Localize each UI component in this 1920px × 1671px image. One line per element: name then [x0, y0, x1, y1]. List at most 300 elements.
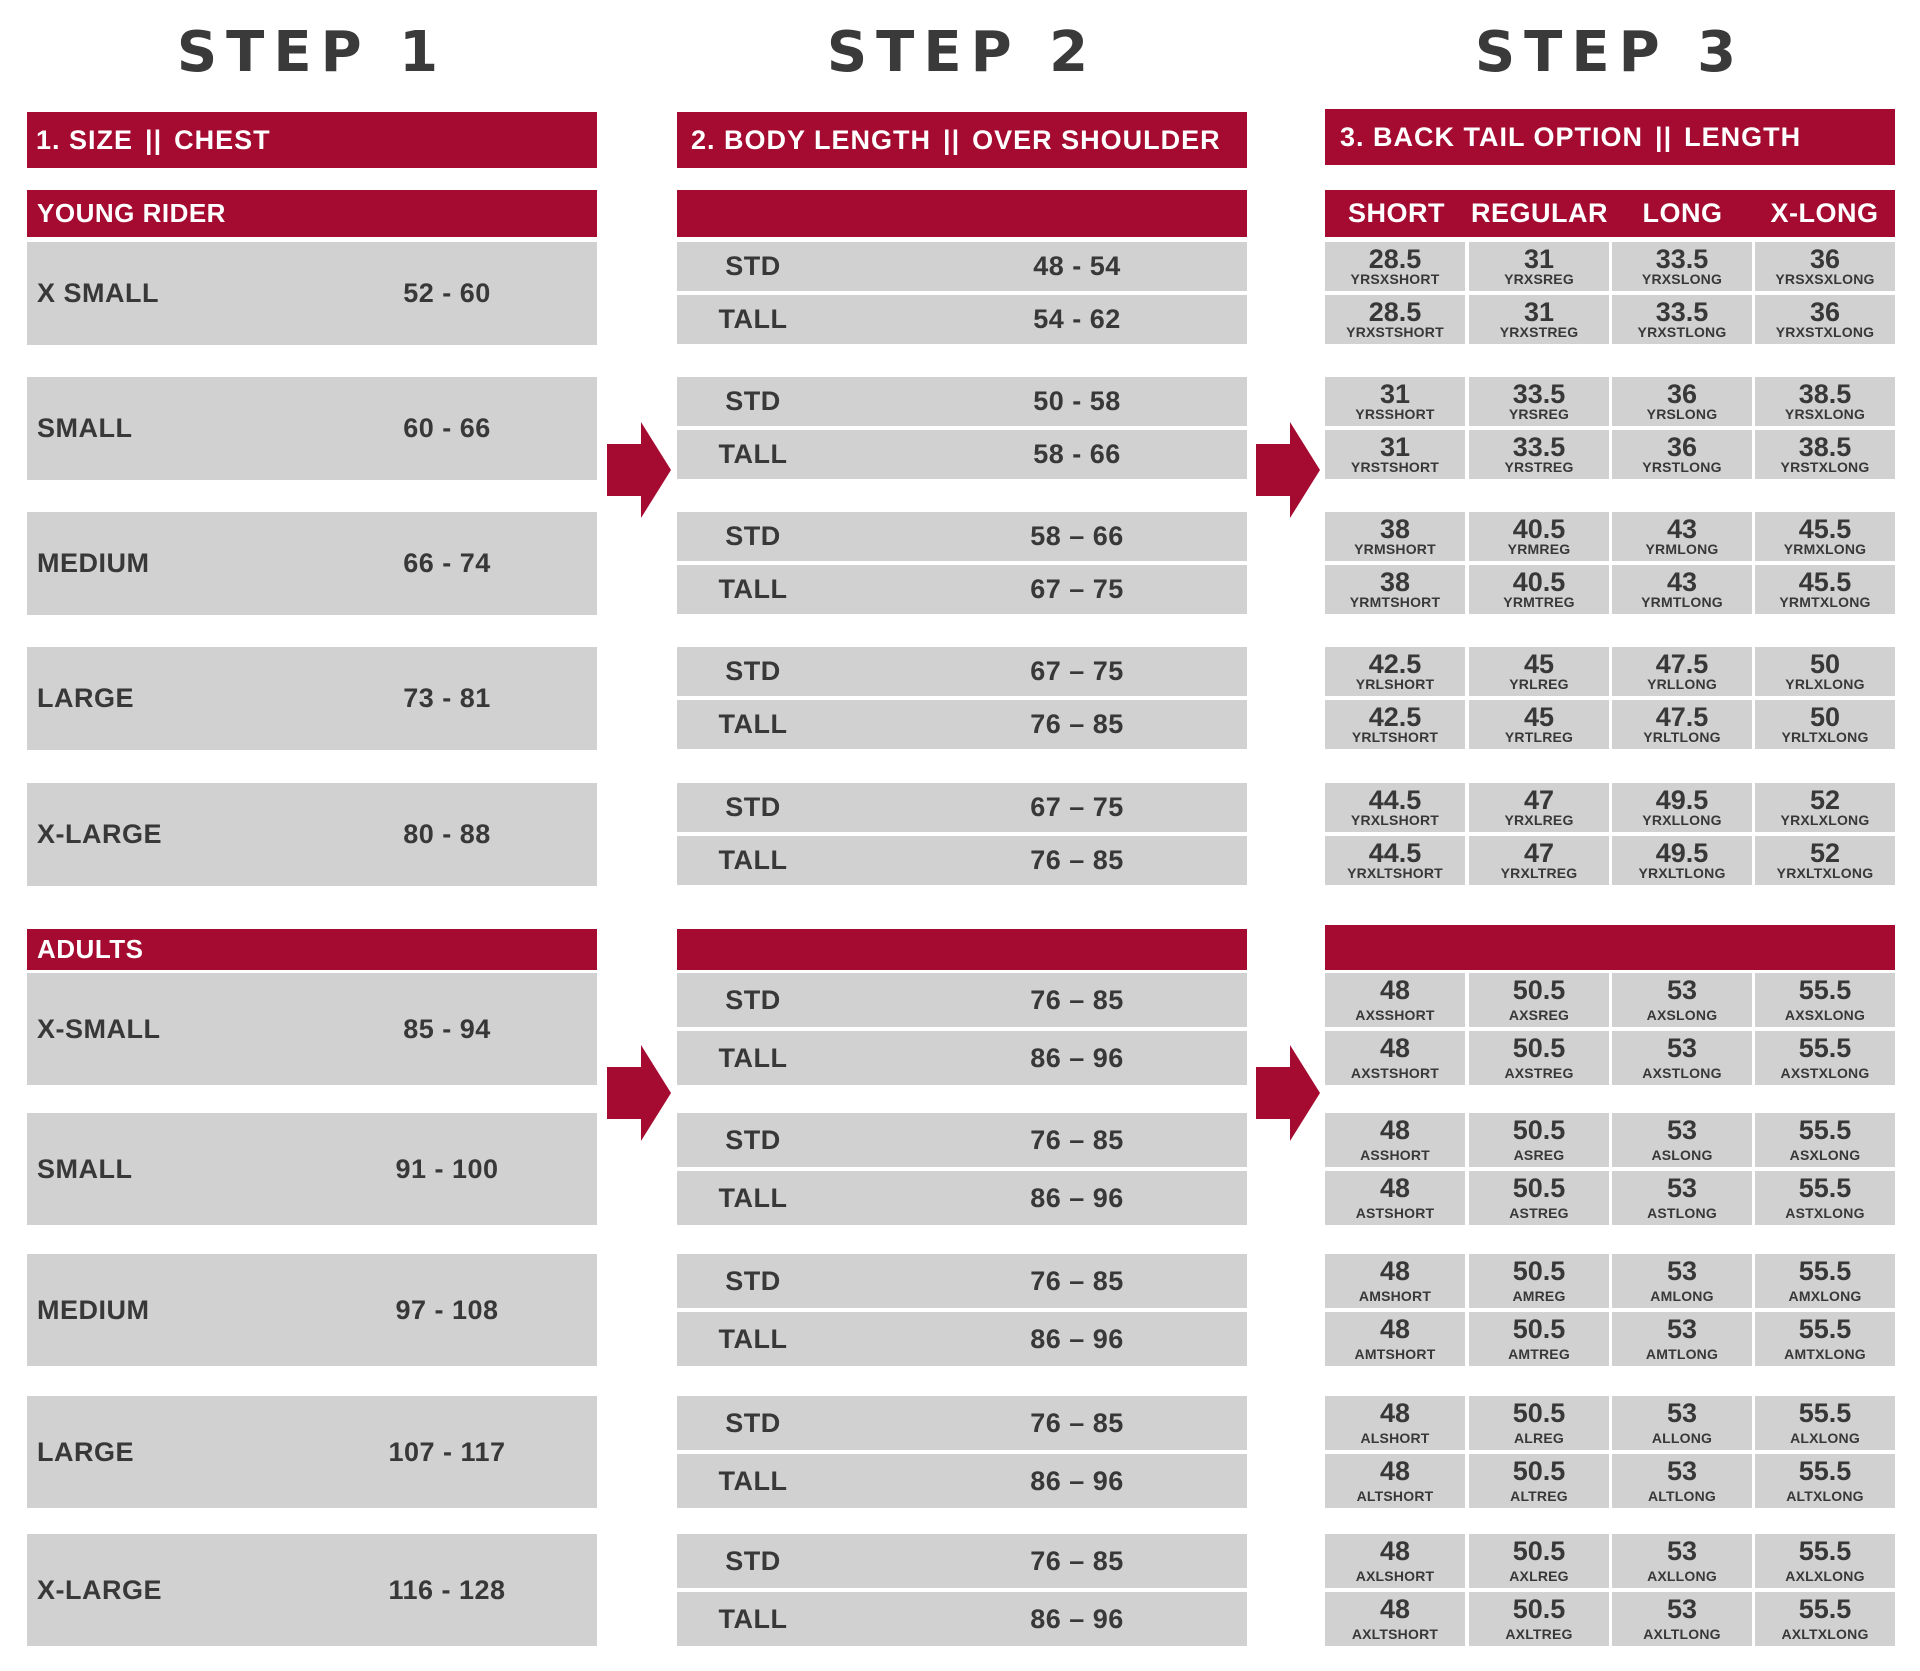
tail-length: 48 — [1379, 1594, 1411, 1624]
size-row — [27, 242, 597, 345]
length-range: 86 – 96 — [1030, 1182, 1124, 1213]
tail-option-cell — [1612, 647, 1752, 696]
product-code: ALTSHORT — [1356, 1488, 1434, 1504]
tail-option-cell — [1325, 1454, 1465, 1508]
tail-length: 36 — [1809, 244, 1841, 274]
fit-type: STD — [725, 251, 781, 281]
tail-option-cell — [1755, 295, 1895, 344]
tail-option-cell — [1469, 430, 1609, 479]
tail-option-cell — [1612, 700, 1752, 749]
tail-option-cell — [1325, 1396, 1465, 1450]
fit-type: STD — [725, 656, 781, 686]
tail-option-cell — [1325, 647, 1465, 696]
product-code: AXLSHORT — [1355, 1568, 1435, 1584]
tail-length: 45 — [1523, 649, 1555, 679]
tail-length: 33.5 — [1655, 297, 1709, 327]
tail-length: 55.5 — [1798, 975, 1852, 1005]
product-code: AXSTSHORT — [1350, 1065, 1440, 1081]
tail-option-cell — [1612, 1312, 1752, 1366]
product-code: ASLONG — [1651, 1147, 1713, 1163]
tail-option-cell — [1755, 242, 1895, 291]
size-name: LARGE — [37, 683, 134, 713]
tail-option-cell — [1469, 1396, 1609, 1450]
fit-type: STD — [725, 792, 781, 822]
product-code: AXLREG — [1509, 1568, 1569, 1584]
length-row — [677, 1396, 1247, 1450]
product-code: AMXLONG — [1788, 1288, 1862, 1304]
step-1-header-size: 1. SIZE — [36, 125, 134, 155]
product-code: AMTXLONG — [1784, 1346, 1866, 1362]
product-code: YRMSHORT — [1354, 541, 1436, 557]
tail-option-cell — [1469, 973, 1609, 1027]
chest-range: 91 - 100 — [395, 1153, 499, 1184]
tail-length: 48 — [1379, 1456, 1411, 1486]
chest-range: 80 - 88 — [403, 819, 491, 849]
tail-option-cell — [1755, 1171, 1895, 1225]
length-row — [677, 242, 1247, 291]
tail-option-cell — [1469, 1454, 1609, 1508]
tail-option-cell — [1325, 565, 1465, 614]
step-2-title: STEP 2 — [826, 20, 1098, 85]
product-code: AXLTREG — [1505, 1626, 1573, 1642]
tail-option-cell — [1325, 1534, 1465, 1588]
product-code: YRLSHORT — [1355, 676, 1435, 692]
tail-length: 33.5 — [1512, 379, 1566, 409]
tail-length: 50.5 — [1512, 1173, 1566, 1203]
length-range: 76 – 85 — [1030, 984, 1124, 1015]
tail-length: 40.5 — [1512, 567, 1566, 597]
product-code: AXLTLONG — [1643, 1626, 1721, 1642]
product-code: ALSHORT — [1360, 1430, 1430, 1446]
tail-option-cell — [1469, 783, 1609, 832]
arrow-right-icon — [607, 1045, 671, 1141]
tail-length: 31 — [1523, 244, 1555, 274]
product-code: YRMXLONG — [1783, 541, 1867, 557]
tail-length: 55.5 — [1798, 1256, 1852, 1286]
product-code: ALREG — [1514, 1430, 1564, 1446]
product-code: YRSSHORT — [1355, 406, 1435, 422]
product-code: YRSTXLONG — [1780, 459, 1870, 475]
tail-length: 53 — [1666, 1256, 1698, 1286]
product-code: AXLTXLONG — [1781, 1626, 1869, 1642]
tail-length: 53 — [1666, 975, 1698, 1005]
product-code: YRXLTLONG — [1638, 865, 1726, 881]
length-row — [677, 1592, 1247, 1646]
length-row — [677, 377, 1247, 426]
tail-length: 53 — [1666, 1536, 1698, 1566]
tail-option-cell — [1325, 295, 1465, 344]
fit-type: STD — [725, 984, 781, 1015]
fit-type: TALL — [718, 1603, 788, 1634]
product-code: ASTXLONG — [1785, 1205, 1865, 1221]
tail-option-cell — [1755, 1396, 1895, 1450]
product-code: YRMTREG — [1503, 594, 1575, 610]
tail-length: 36 — [1666, 432, 1698, 462]
fit-type: TALL — [718, 1182, 788, 1213]
product-code: ALLONG — [1651, 1430, 1713, 1446]
product-code: ASREG — [1513, 1147, 1565, 1163]
tail-length: 50 — [1809, 649, 1841, 679]
size-row — [27, 377, 597, 480]
tail-option-cell — [1755, 1454, 1895, 1508]
step-3-header-back-tail: 3. BACK TAIL OPTION — [1340, 122, 1644, 152]
product-code: AXSXLONG — [1784, 1007, 1866, 1023]
tail-length: 53 — [1666, 1456, 1698, 1486]
tail-option-cell — [1325, 1113, 1465, 1167]
product-code: AXSSHORT — [1355, 1007, 1435, 1023]
size-row — [27, 647, 597, 750]
tail-option-cell — [1612, 1592, 1752, 1646]
product-code: YRXLXLONG — [1780, 812, 1870, 828]
length-row — [677, 1254, 1247, 1308]
product-code: YRSTSHORT — [1350, 459, 1440, 475]
tail-length: 50.5 — [1512, 1456, 1566, 1486]
tail-length: 55.5 — [1798, 1536, 1852, 1566]
tail-length: 55.5 — [1798, 1398, 1852, 1428]
length-row — [677, 1031, 1247, 1085]
tail-length: 50.5 — [1512, 1536, 1566, 1566]
length-range: 76 – 85 — [1030, 1545, 1124, 1576]
tail-length: 48 — [1379, 1314, 1411, 1344]
tail-option-cell — [1325, 242, 1465, 291]
tail-option-cell — [1755, 1312, 1895, 1366]
length-range: 76 – 85 — [1030, 1407, 1124, 1438]
product-code: YRSXSXLONG — [1775, 271, 1875, 287]
tail-length: 36 — [1809, 297, 1841, 327]
tail-length: 50.5 — [1512, 1594, 1566, 1624]
tail-length: 31 — [1379, 432, 1411, 462]
tail-length: 53 — [1666, 1115, 1698, 1145]
tail-length: 48 — [1379, 1256, 1411, 1286]
chest-range: 97 - 108 — [395, 1294, 499, 1325]
tail-option-cell — [1755, 700, 1895, 749]
fit-type: STD — [725, 386, 781, 416]
tail-option-cell — [1755, 1254, 1895, 1308]
size-row — [27, 1113, 597, 1225]
tail-length: 55.5 — [1798, 1314, 1852, 1344]
tail-option-cell — [1325, 1312, 1465, 1366]
tail-option-cell — [1469, 836, 1609, 885]
tail-length: 44.5 — [1368, 838, 1422, 868]
tail-length: 53 — [1666, 1314, 1698, 1344]
tail-length: 38.5 — [1798, 432, 1852, 462]
tail-column-header-bar — [1325, 190, 1895, 237]
tail-length: 45 — [1523, 702, 1555, 732]
arrow-right-icon — [1256, 422, 1320, 518]
tail-option-cell — [1612, 295, 1752, 344]
tail-length: 48 — [1379, 1398, 1411, 1428]
tail-length: 53 — [1666, 1173, 1698, 1203]
length-range: 58 – 66 — [1030, 521, 1124, 551]
tail-length: 53 — [1666, 1033, 1698, 1063]
tail-length: 50.5 — [1512, 1115, 1566, 1145]
fit-type: TALL — [718, 845, 788, 875]
step-3-title: STEP 3 — [1474, 20, 1746, 85]
tail-option-cell — [1612, 430, 1752, 479]
fit-type: STD — [725, 1124, 781, 1155]
tail-length: 40.5 — [1512, 514, 1566, 544]
product-code: YRSXLONG — [1784, 406, 1866, 422]
tail-length: 31 — [1379, 379, 1411, 409]
fit-type: TALL — [718, 1465, 788, 1496]
tail-option-cell — [1755, 1534, 1895, 1588]
product-code: YRLXLONG — [1785, 676, 1865, 692]
tail-length: 28.5 — [1368, 244, 1422, 274]
tail-length: 42.5 — [1368, 702, 1422, 732]
product-code: ALTXLONG — [1786, 1488, 1864, 1504]
product-code: AXLTSHORT — [1351, 1626, 1439, 1642]
product-code: ASXLONG — [1789, 1147, 1861, 1163]
fit-type: STD — [725, 521, 781, 551]
product-code: YRSTREG — [1504, 459, 1574, 475]
product-code: ALTREG — [1510, 1488, 1568, 1504]
tail-length: 44.5 — [1368, 785, 1422, 815]
tail-length: 55.5 — [1798, 1115, 1852, 1145]
tail-length: 50.5 — [1512, 1314, 1566, 1344]
step-2-header — [677, 112, 1247, 168]
product-code: ASTLONG — [1647, 1205, 1717, 1221]
size-name: X-LARGE — [37, 1574, 162, 1605]
product-code: YRXLTREG — [1500, 865, 1578, 881]
product-code: ASSHORT — [1360, 1147, 1430, 1163]
tail-length: 43 — [1666, 567, 1698, 597]
fit-type: TALL — [718, 709, 788, 739]
tail-length: 48 — [1379, 1033, 1411, 1063]
tail-option-cell — [1325, 377, 1465, 426]
tail-length: 38 — [1379, 567, 1411, 597]
product-code: YRSREG — [1508, 406, 1570, 422]
section-adults-step-3 — [1325, 925, 1895, 970]
fit-type: TALL — [718, 1323, 788, 1354]
size-name: X SMALL — [37, 278, 159, 308]
length-range: 86 – 96 — [1030, 1323, 1124, 1354]
tail-option-cell — [1755, 1113, 1895, 1167]
step-1-header-chest: CHEST — [174, 125, 271, 155]
section-adults-step-2 — [677, 929, 1247, 970]
product-code: YRXSREG — [1504, 271, 1574, 287]
tail-option-cell — [1469, 1592, 1609, 1646]
tail-option-cell — [1612, 242, 1752, 291]
product-code: AMSHORT — [1358, 1288, 1432, 1304]
tail-option-cell — [1325, 1171, 1465, 1225]
step-2-header-body-length: 2. BODY LENGTH — [691, 125, 932, 155]
tail-length: 50.5 — [1512, 1033, 1566, 1063]
tail-length: 45.5 — [1798, 567, 1852, 597]
tail-length: 55.5 — [1798, 1173, 1852, 1203]
tail-option-cell — [1755, 430, 1895, 479]
tail-option-cell — [1469, 1113, 1609, 1167]
size-name: LARGE — [37, 1436, 134, 1467]
tail-option-cell — [1612, 1031, 1752, 1085]
size-name: X-SMALL — [37, 1013, 161, 1044]
length-row — [677, 1534, 1247, 1588]
product-code: YRXSTLONG — [1637, 324, 1727, 340]
product-code: YRXSTXLONG — [1775, 324, 1875, 340]
header-separator: || — [1655, 122, 1673, 152]
arrow-right-icon — [1256, 1045, 1320, 1141]
product-code: YRXLSHORT — [1350, 812, 1440, 828]
tail-length: 43 — [1666, 514, 1698, 544]
size-row — [27, 973, 597, 1085]
chest-range: 107 - 117 — [388, 1436, 506, 1467]
tail-option-cell — [1325, 783, 1465, 832]
size-row — [27, 1396, 597, 1508]
tail-length: 48 — [1379, 1115, 1411, 1145]
product-code: YRSLONG — [1646, 406, 1718, 422]
size-name: MEDIUM — [37, 548, 150, 578]
product-code: YRXLTSHORT — [1347, 865, 1443, 881]
tail-length: 42.5 — [1368, 649, 1422, 679]
length-row — [677, 973, 1247, 1027]
tail-option-cell — [1325, 973, 1465, 1027]
step-2-header-over-shoulder: OVER SHOULDER — [972, 125, 1221, 155]
tail-option-cell — [1469, 565, 1609, 614]
tail-option-cell — [1325, 836, 1465, 885]
product-code: YRMREG — [1507, 541, 1571, 557]
tail-option-cell — [1612, 512, 1752, 561]
tail-length: 52 — [1809, 838, 1841, 868]
tail-option-cell — [1325, 1031, 1465, 1085]
tail-length: 49.5 — [1655, 838, 1709, 868]
chest-range: 73 - 81 — [403, 683, 491, 713]
product-code: ALXLONG — [1790, 1430, 1860, 1446]
length-row — [677, 1171, 1247, 1225]
product-code: YRLTXLONG — [1781, 729, 1869, 745]
size-name: SMALL — [37, 1153, 133, 1184]
tail-option-cell — [1325, 512, 1465, 561]
fit-type: TALL — [718, 439, 788, 469]
tail-length: 55.5 — [1798, 1456, 1852, 1486]
section-young-rider-step-2 — [677, 190, 1247, 237]
length-range: 76 – 85 — [1030, 1124, 1124, 1155]
tail-length: 50.5 — [1512, 1398, 1566, 1428]
fit-type: TALL — [718, 1042, 788, 1073]
fit-type: TALL — [718, 304, 788, 334]
length-range: 76 – 85 — [1030, 1265, 1124, 1296]
product-code: AMLONG — [1650, 1288, 1714, 1304]
tail-option-cell — [1469, 377, 1609, 426]
length-row — [677, 565, 1247, 614]
tail-length: 53 — [1666, 1398, 1698, 1428]
product-code: YRXSTREG — [1499, 324, 1579, 340]
product-code: AXSTXLONG — [1780, 1065, 1870, 1081]
product-code: AXSTREG — [1504, 1065, 1574, 1081]
length-range: 86 – 96 — [1030, 1603, 1124, 1634]
tail-option-cell — [1755, 647, 1895, 696]
tail-option-cell — [1469, 1031, 1609, 1085]
tail-length: 33.5 — [1512, 432, 1566, 462]
chest-range: 66 - 74 — [403, 548, 491, 578]
tail-option-cell — [1755, 1031, 1895, 1085]
tail-option-cell — [1755, 836, 1895, 885]
step-3-header — [1325, 109, 1895, 165]
tail-length: 38 — [1379, 514, 1411, 544]
fit-type: STD — [725, 1545, 781, 1576]
tail-length: 28.5 — [1368, 297, 1422, 327]
product-code: YRXSTSHORT — [1346, 324, 1444, 340]
product-code: AMREG — [1512, 1288, 1566, 1304]
tail-length: 50 — [1809, 702, 1841, 732]
fit-type: STD — [725, 1265, 781, 1296]
tail-option-cell — [1755, 512, 1895, 561]
tail-option-cell — [1469, 1254, 1609, 1308]
product-code: ALTLONG — [1647, 1488, 1717, 1504]
fit-type: STD — [725, 1407, 781, 1438]
size-row — [27, 1534, 597, 1646]
product-code: AMTLONG — [1645, 1346, 1719, 1362]
step-3-header-length: LENGTH — [1684, 122, 1802, 152]
tail-option-cell — [1755, 377, 1895, 426]
tail-length: 50.5 — [1512, 975, 1566, 1005]
length-row — [677, 647, 1247, 696]
tail-option-cell — [1755, 783, 1895, 832]
tail-option-cell — [1612, 1454, 1752, 1508]
length-row — [677, 430, 1247, 479]
length-row — [677, 512, 1247, 561]
product-code: YRXLTXLONG — [1776, 865, 1874, 881]
tail-length: 33.5 — [1655, 244, 1709, 274]
product-code: AXSREG — [1508, 1007, 1570, 1023]
length-row — [677, 783, 1247, 832]
tail-length: 55.5 — [1798, 1594, 1852, 1624]
size-row — [27, 512, 597, 615]
length-range: 67 – 75 — [1030, 656, 1124, 686]
length-range: 86 – 96 — [1030, 1465, 1124, 1496]
product-code: YRMTSHORT — [1349, 594, 1441, 610]
tail-option-cell — [1469, 647, 1609, 696]
column-long: LONG — [1642, 198, 1723, 228]
tail-option-cell — [1469, 1534, 1609, 1588]
chest-range: 60 - 66 — [403, 413, 491, 443]
tail-option-cell — [1755, 565, 1895, 614]
tail-length: 36 — [1666, 379, 1698, 409]
column-short: SHORT — [1348, 198, 1445, 228]
chest-range: 116 - 128 — [388, 1574, 506, 1605]
tail-option-cell — [1325, 1254, 1465, 1308]
tail-length: 47 — [1523, 785, 1555, 815]
tail-option-cell — [1469, 700, 1609, 749]
product-code: AXSLONG — [1646, 1007, 1718, 1023]
length-row — [677, 700, 1247, 749]
length-range: 76 – 85 — [1030, 709, 1124, 739]
header-separator: || — [943, 125, 961, 155]
product-code: YRSXSHORT — [1350, 271, 1440, 287]
length-row — [677, 836, 1247, 885]
product-code: YRXSLONG — [1641, 271, 1723, 287]
arrow-right-icon — [607, 422, 671, 518]
tail-length: 53 — [1666, 1594, 1698, 1624]
size-name: MEDIUM — [37, 1294, 150, 1325]
size-name: X-LARGE — [37, 819, 162, 849]
size-name: SMALL — [37, 413, 133, 443]
product-code: YRXLLONG — [1642, 812, 1722, 828]
tail-length: 49.5 — [1655, 785, 1709, 815]
tail-length: 48 — [1379, 975, 1411, 1005]
product-code: AXSTLONG — [1642, 1065, 1722, 1081]
length-range: 76 – 85 — [1030, 845, 1124, 875]
tail-option-cell — [1612, 565, 1752, 614]
tail-option-cell — [1469, 1312, 1609, 1366]
tail-length: 38.5 — [1798, 379, 1852, 409]
product-code: AMTSHORT — [1354, 1346, 1436, 1362]
column-regular: REGULAR — [1471, 198, 1608, 228]
tail-length: 48 — [1379, 1536, 1411, 1566]
tail-option-cell — [1612, 1254, 1752, 1308]
section-adults: ADULTS — [27, 929, 597, 970]
product-code: YRMLONG — [1645, 541, 1719, 557]
product-code: AXLLONG — [1647, 1568, 1717, 1584]
product-code: YRLTSHORT — [1351, 729, 1439, 745]
